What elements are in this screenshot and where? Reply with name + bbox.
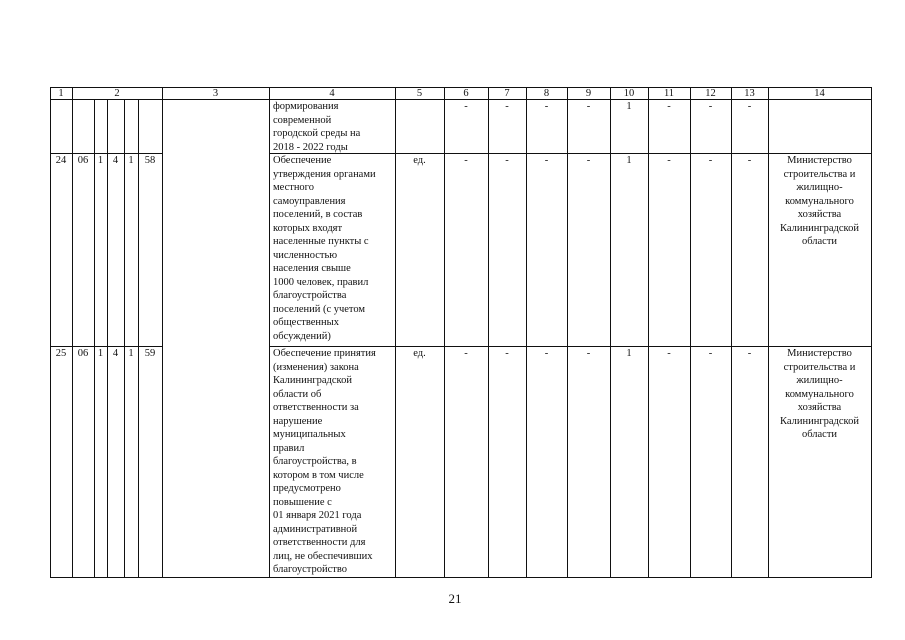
responsible-executor-line: области [801, 429, 838, 440]
measure-name-line: численностью [273, 249, 338, 261]
responsible-executor-line: Калининградской [780, 415, 859, 427]
measure-name-line: поселений (с учетом [273, 303, 366, 315]
measure-name-line: нарушение [273, 415, 323, 427]
indicator-value: - [464, 101, 468, 112]
responsible-executor-line: коммунального [785, 388, 854, 400]
column-number-header: 14 [814, 88, 825, 99]
measure-name-line: котором в том числе [273, 469, 364, 481]
unit-of-measure: ед. [413, 348, 426, 359]
indicator-value: - [667, 348, 671, 359]
measure-name-line: городской среды на [273, 128, 361, 139]
measure-name-line: поселений, в состав [273, 209, 363, 220]
column-number-header: 13 [744, 88, 755, 99]
indicator-value: - [464, 348, 468, 359]
indicator-value: - [667, 101, 671, 112]
measure-name-line: ответственности за [273, 402, 359, 413]
table-col-line [138, 99, 139, 578]
indicator-value: - [747, 348, 752, 359]
measure-name-line: области об [273, 388, 322, 400]
measure-name-line: общественных [273, 317, 339, 328]
measure-name-line: утверждения органами [273, 168, 376, 180]
budget-code-part: 4 [112, 348, 119, 359]
indicator-value: - [586, 101, 591, 112]
responsible-executor-line: жилищно- [796, 375, 843, 386]
budget-code-part: 1 [128, 348, 134, 359]
indicator-value: - [544, 155, 549, 166]
measure-name-line: населенные пункты с [273, 236, 369, 247]
indicator-value: - [708, 101, 713, 112]
measure-name-line: 1000 человек, правил [273, 276, 369, 288]
measure-name-line: формирования [273, 101, 339, 112]
budget-code-part: 1 [97, 348, 104, 359]
page-number: 21 [448, 591, 462, 606]
responsible-executor-line: строительства и [783, 168, 856, 180]
responsible-executor-line: области [801, 236, 838, 247]
column-number-header: 7 [504, 88, 510, 99]
measure-name-line: Обеспечение принятия [273, 348, 376, 359]
responsible-executor-line: Калининградской [780, 222, 859, 234]
table-col-line [107, 99, 108, 578]
budget-code-part: 1 [97, 155, 104, 166]
measure-name-line: самоуправления [273, 195, 346, 207]
indicator-value: 1 [626, 101, 632, 112]
responsible-executor-line: Министерство [787, 348, 852, 359]
indicator-value: - [505, 348, 509, 359]
indicator-value: - [505, 101, 509, 112]
table-col-line [162, 87, 163, 578]
measure-name-line: ответственности для [273, 537, 366, 548]
measure-name-line: благоустройства, в [273, 456, 357, 467]
indicator-value: - [586, 348, 591, 359]
column-number-header: 9 [585, 88, 592, 99]
responsible-executor-line: жилищно- [796, 182, 843, 193]
indicator-value: 1 [626, 155, 632, 166]
measure-name-line: 2018 - 2022 годы [273, 141, 348, 153]
indicator-value: - [586, 155, 591, 166]
table-col-line [269, 87, 270, 578]
table-col-line [94, 99, 95, 578]
measure-name-line: благоустройства [273, 290, 347, 301]
unit-of-measure: ед. [413, 155, 426, 166]
row-number: 25 [55, 348, 67, 359]
column-number-header: 11 [663, 88, 675, 99]
responsible-executor-line: Министерство [787, 155, 852, 166]
table-col-line [871, 87, 872, 578]
measure-name-line: правил [273, 442, 305, 454]
column-number-header: 2 [114, 88, 120, 99]
measure-name-line: лиц, не обеспечивших [273, 550, 373, 562]
budget-code-part: 06 [77, 155, 89, 166]
measure-name-line: предусмотрено [273, 483, 341, 494]
indicator-value: - [544, 101, 549, 112]
measure-name-line: (изменения) закона [273, 361, 359, 373]
measure-name-line: обсуждений) [273, 330, 331, 342]
indicator-value: - [747, 101, 752, 112]
measure-name-line: современной [273, 114, 332, 126]
budget-code-part: 06 [77, 348, 89, 359]
budget-code-part: 59 [144, 348, 156, 359]
row-number: 24 [55, 155, 67, 166]
indicator-value: 1 [626, 348, 632, 359]
budget-code-part: 1 [128, 155, 134, 166]
indicator-value: - [464, 155, 468, 166]
measure-name-line: 01 января 2021 года [273, 510, 362, 521]
responsible-executor-line: строительства и [783, 361, 856, 373]
column-number-header: 6 [463, 88, 469, 99]
indicator-value: - [544, 348, 549, 359]
measure-name-line: местного [273, 182, 314, 193]
column-number-header: 10 [623, 88, 635, 99]
indicator-value: - [708, 348, 713, 359]
column-number-header: 8 [543, 88, 550, 99]
measure-name-line: муниципальных [273, 429, 346, 440]
table-col-line [124, 99, 125, 578]
measure-name-line: административной [273, 523, 358, 535]
column-number-header: 4 [329, 88, 335, 99]
measure-name-line: которых входят [273, 222, 343, 234]
measure-name-line: благоустройство [273, 564, 348, 575]
responsible-executor-line: хозяйства [797, 402, 842, 413]
budget-code-part: 4 [112, 155, 119, 166]
budget-code-part: 58 [144, 155, 156, 166]
responsible-executor-line: коммунального [785, 195, 854, 207]
measure-name-line: повышение с [273, 496, 332, 508]
column-number-header: 5 [416, 88, 423, 99]
indicator-value: - [505, 155, 509, 166]
indicator-value: - [747, 155, 752, 166]
measure-name-line: населения свыше [273, 263, 351, 274]
responsible-executor-line: хозяйства [797, 209, 842, 220]
indicator-value: - [708, 155, 713, 166]
measure-name-line: Калининградской [273, 375, 352, 386]
indicator-value: - [667, 155, 671, 166]
measure-name-line: Обеспечение [273, 155, 332, 166]
table-line-bottom [50, 577, 872, 578]
column-number-header: 1 [58, 88, 64, 99]
column-number-header: 12 [705, 88, 716, 99]
column-number-header: 3 [212, 88, 219, 99]
